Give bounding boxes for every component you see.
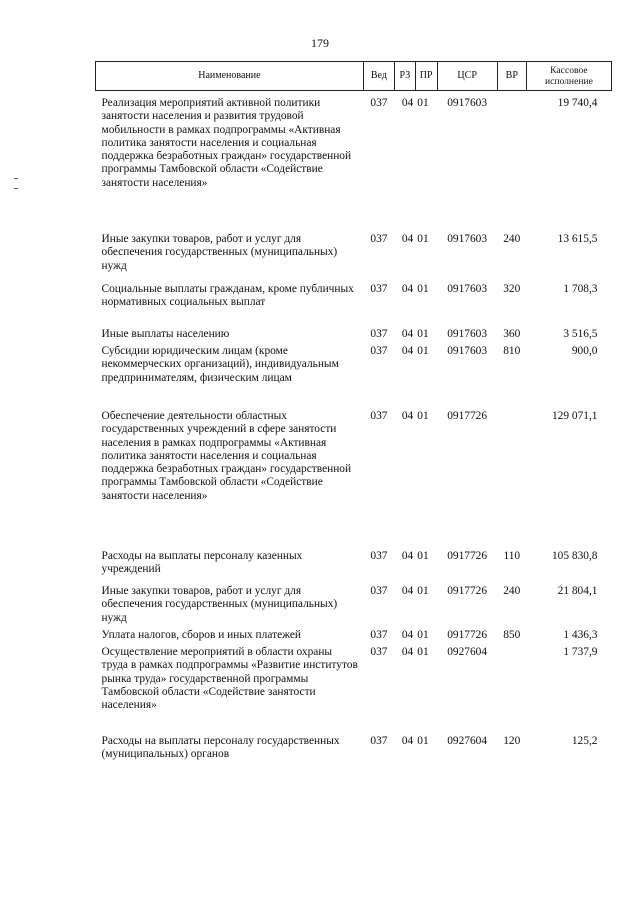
table-row xyxy=(96,585,612,629)
row-sum: 19 740,4 xyxy=(557,97,598,109)
row-pr: 01 xyxy=(417,585,429,597)
row-sum: 21 804,1 xyxy=(557,585,598,597)
row-csr: 0917603 xyxy=(447,233,488,245)
row-name: Осуществление мероприятий в области охраны труда в рамках подпрограммы «Развитие институтов рынка труда» государственной программы Тамбовской области «Содействие занятости населения» xyxy=(101,646,358,712)
row-vr: 110 xyxy=(503,550,521,562)
row-sum: 129 071,1 xyxy=(551,410,598,422)
row-name: Расходы на выплаты персоналу казенных учреждений xyxy=(101,550,303,576)
row-sum: 1 436,3 xyxy=(563,629,598,641)
header-csr: ЦСР xyxy=(437,62,497,91)
row-csr: 0917603 xyxy=(447,328,488,340)
row-name: Иные закупки товаров, работ и услуг для обеспечения государственных (муниципальных) нужд xyxy=(101,585,338,624)
table-body xyxy=(96,91,612,784)
row-ved: 037 xyxy=(370,735,388,747)
row-vr xyxy=(497,410,526,550)
budget-execution-table xyxy=(95,61,612,783)
row-rz: 04 xyxy=(401,735,414,747)
row-csr: 0917726 xyxy=(447,629,488,641)
table-row xyxy=(96,91,612,234)
row-vr: 240 xyxy=(503,233,521,245)
scan-margin-mark xyxy=(14,178,18,179)
row-rz: 04 xyxy=(401,233,414,245)
table-row xyxy=(96,550,612,585)
row-name: Субсидии юридическим лицам (кроме некоммерческих организаций), индивидуальным предпринимателям, физическим лицам xyxy=(101,345,339,384)
header-row xyxy=(96,62,612,91)
row-sum: 900,0 xyxy=(571,345,598,357)
row-vr: 120 xyxy=(503,735,521,747)
row-vr: 810 xyxy=(503,345,521,357)
table-row xyxy=(96,345,612,410)
header-name: Наименование xyxy=(96,62,364,91)
row-ved: 037 xyxy=(370,345,388,357)
row-sum: 125,2 xyxy=(571,735,598,747)
row-name: Уплата налогов, сборов и иных платежей xyxy=(101,629,301,641)
row-rz: 04 xyxy=(401,328,414,340)
row-sum: 105 830,8 xyxy=(551,550,598,562)
row-pr: 01 xyxy=(417,629,429,641)
row-ved: 037 xyxy=(370,97,388,109)
row-csr: 0917726 xyxy=(447,550,488,562)
row-rz: 04 xyxy=(401,97,414,109)
row-csr: 0917603 xyxy=(447,283,488,295)
row-sum: 1 737,9 xyxy=(563,646,598,658)
table-row xyxy=(96,735,612,783)
row-pr: 01 xyxy=(417,233,429,245)
row-sum: 1 708,3 xyxy=(563,283,598,295)
row-csr: 0917603 xyxy=(447,97,488,109)
row-csr: 0927604 xyxy=(447,735,488,747)
row-vr: 850 xyxy=(503,629,521,641)
row-name: Расходы на выплаты персоналу государственных (муниципальных) органов xyxy=(101,735,340,761)
scan-margin-mark xyxy=(14,188,18,189)
row-pr: 01 xyxy=(417,646,429,658)
row-csr: 0917726 xyxy=(447,410,488,422)
row-pr: 01 xyxy=(417,328,429,340)
row-vr xyxy=(497,646,526,735)
page-number: 179 xyxy=(311,36,329,50)
table-row xyxy=(96,646,612,735)
row-ved: 037 xyxy=(370,328,388,340)
header-pr: ПР xyxy=(415,62,437,91)
table-row xyxy=(96,629,612,646)
row-rz: 04 xyxy=(401,283,414,295)
row-csr: 0917603 xyxy=(447,345,488,357)
table-header xyxy=(96,62,612,91)
row-sum: 3 516,5 xyxy=(563,328,598,340)
header-vr: ВР xyxy=(497,62,526,91)
table-row xyxy=(96,233,612,283)
row-rz: 04 xyxy=(401,550,414,562)
row-sum: 13 615,5 xyxy=(557,233,598,245)
row-ved: 037 xyxy=(370,550,388,562)
header-rz: РЗ xyxy=(395,62,416,91)
row-pr: 01 xyxy=(417,735,429,747)
row-name: Социальные выплаты гражданам, кроме публичных нормативных социальных выплат xyxy=(101,283,354,309)
row-name: Иные выплаты населению xyxy=(101,328,230,340)
row-name: Обеспечение деятельности областных государственных учреждений в сфере занятости населения в рамках подпрограммы «Активная политика занятости населения и социальная поддержка безработных граждан» государственной программы Тамбовской области «Содействие занятости населения» xyxy=(101,410,352,502)
table-row xyxy=(96,283,612,328)
row-vr xyxy=(497,91,526,234)
row-rz: 04 xyxy=(401,646,414,658)
row-ved: 037 xyxy=(370,283,388,295)
row-rz: 04 xyxy=(401,629,414,641)
table-row xyxy=(96,410,612,550)
row-pr: 01 xyxy=(417,550,429,562)
table-row xyxy=(96,328,612,345)
row-vr: 360 xyxy=(503,328,521,340)
row-name: Иные закупки товаров, работ и услуг для обеспечения государственных (муниципальных) нужд xyxy=(101,233,338,272)
row-ved: 037 xyxy=(370,410,388,422)
row-ved: 037 xyxy=(370,646,388,658)
row-pr: 01 xyxy=(417,345,429,357)
row-pr: 01 xyxy=(417,97,429,109)
row-vr: 240 xyxy=(503,585,521,597)
row-csr: 0927604 xyxy=(447,646,488,658)
row-ved: 037 xyxy=(370,585,388,597)
row-ved: 037 xyxy=(370,233,388,245)
row-name: Реализация мероприятий активной политики занятости населения и развития трудовой мобильности в рамках подпрограммы «Активная политика занятости населения и социальная поддержка безработных граждан» государственной программы Тамбовской области «Содействие занятости населения» xyxy=(101,97,352,189)
header-sum: Кассовое исполнение xyxy=(526,62,611,91)
row-rz: 04 xyxy=(401,410,414,422)
header-ved: Вед xyxy=(363,62,394,91)
row-ved: 037 xyxy=(370,629,388,641)
row-pr: 01 xyxy=(417,410,429,422)
row-vr: 320 xyxy=(503,283,521,295)
row-csr: 0917726 xyxy=(447,585,488,597)
row-pr: 01 xyxy=(417,283,429,295)
row-rz: 04 xyxy=(401,585,414,597)
row-rz: 04 xyxy=(401,345,414,357)
